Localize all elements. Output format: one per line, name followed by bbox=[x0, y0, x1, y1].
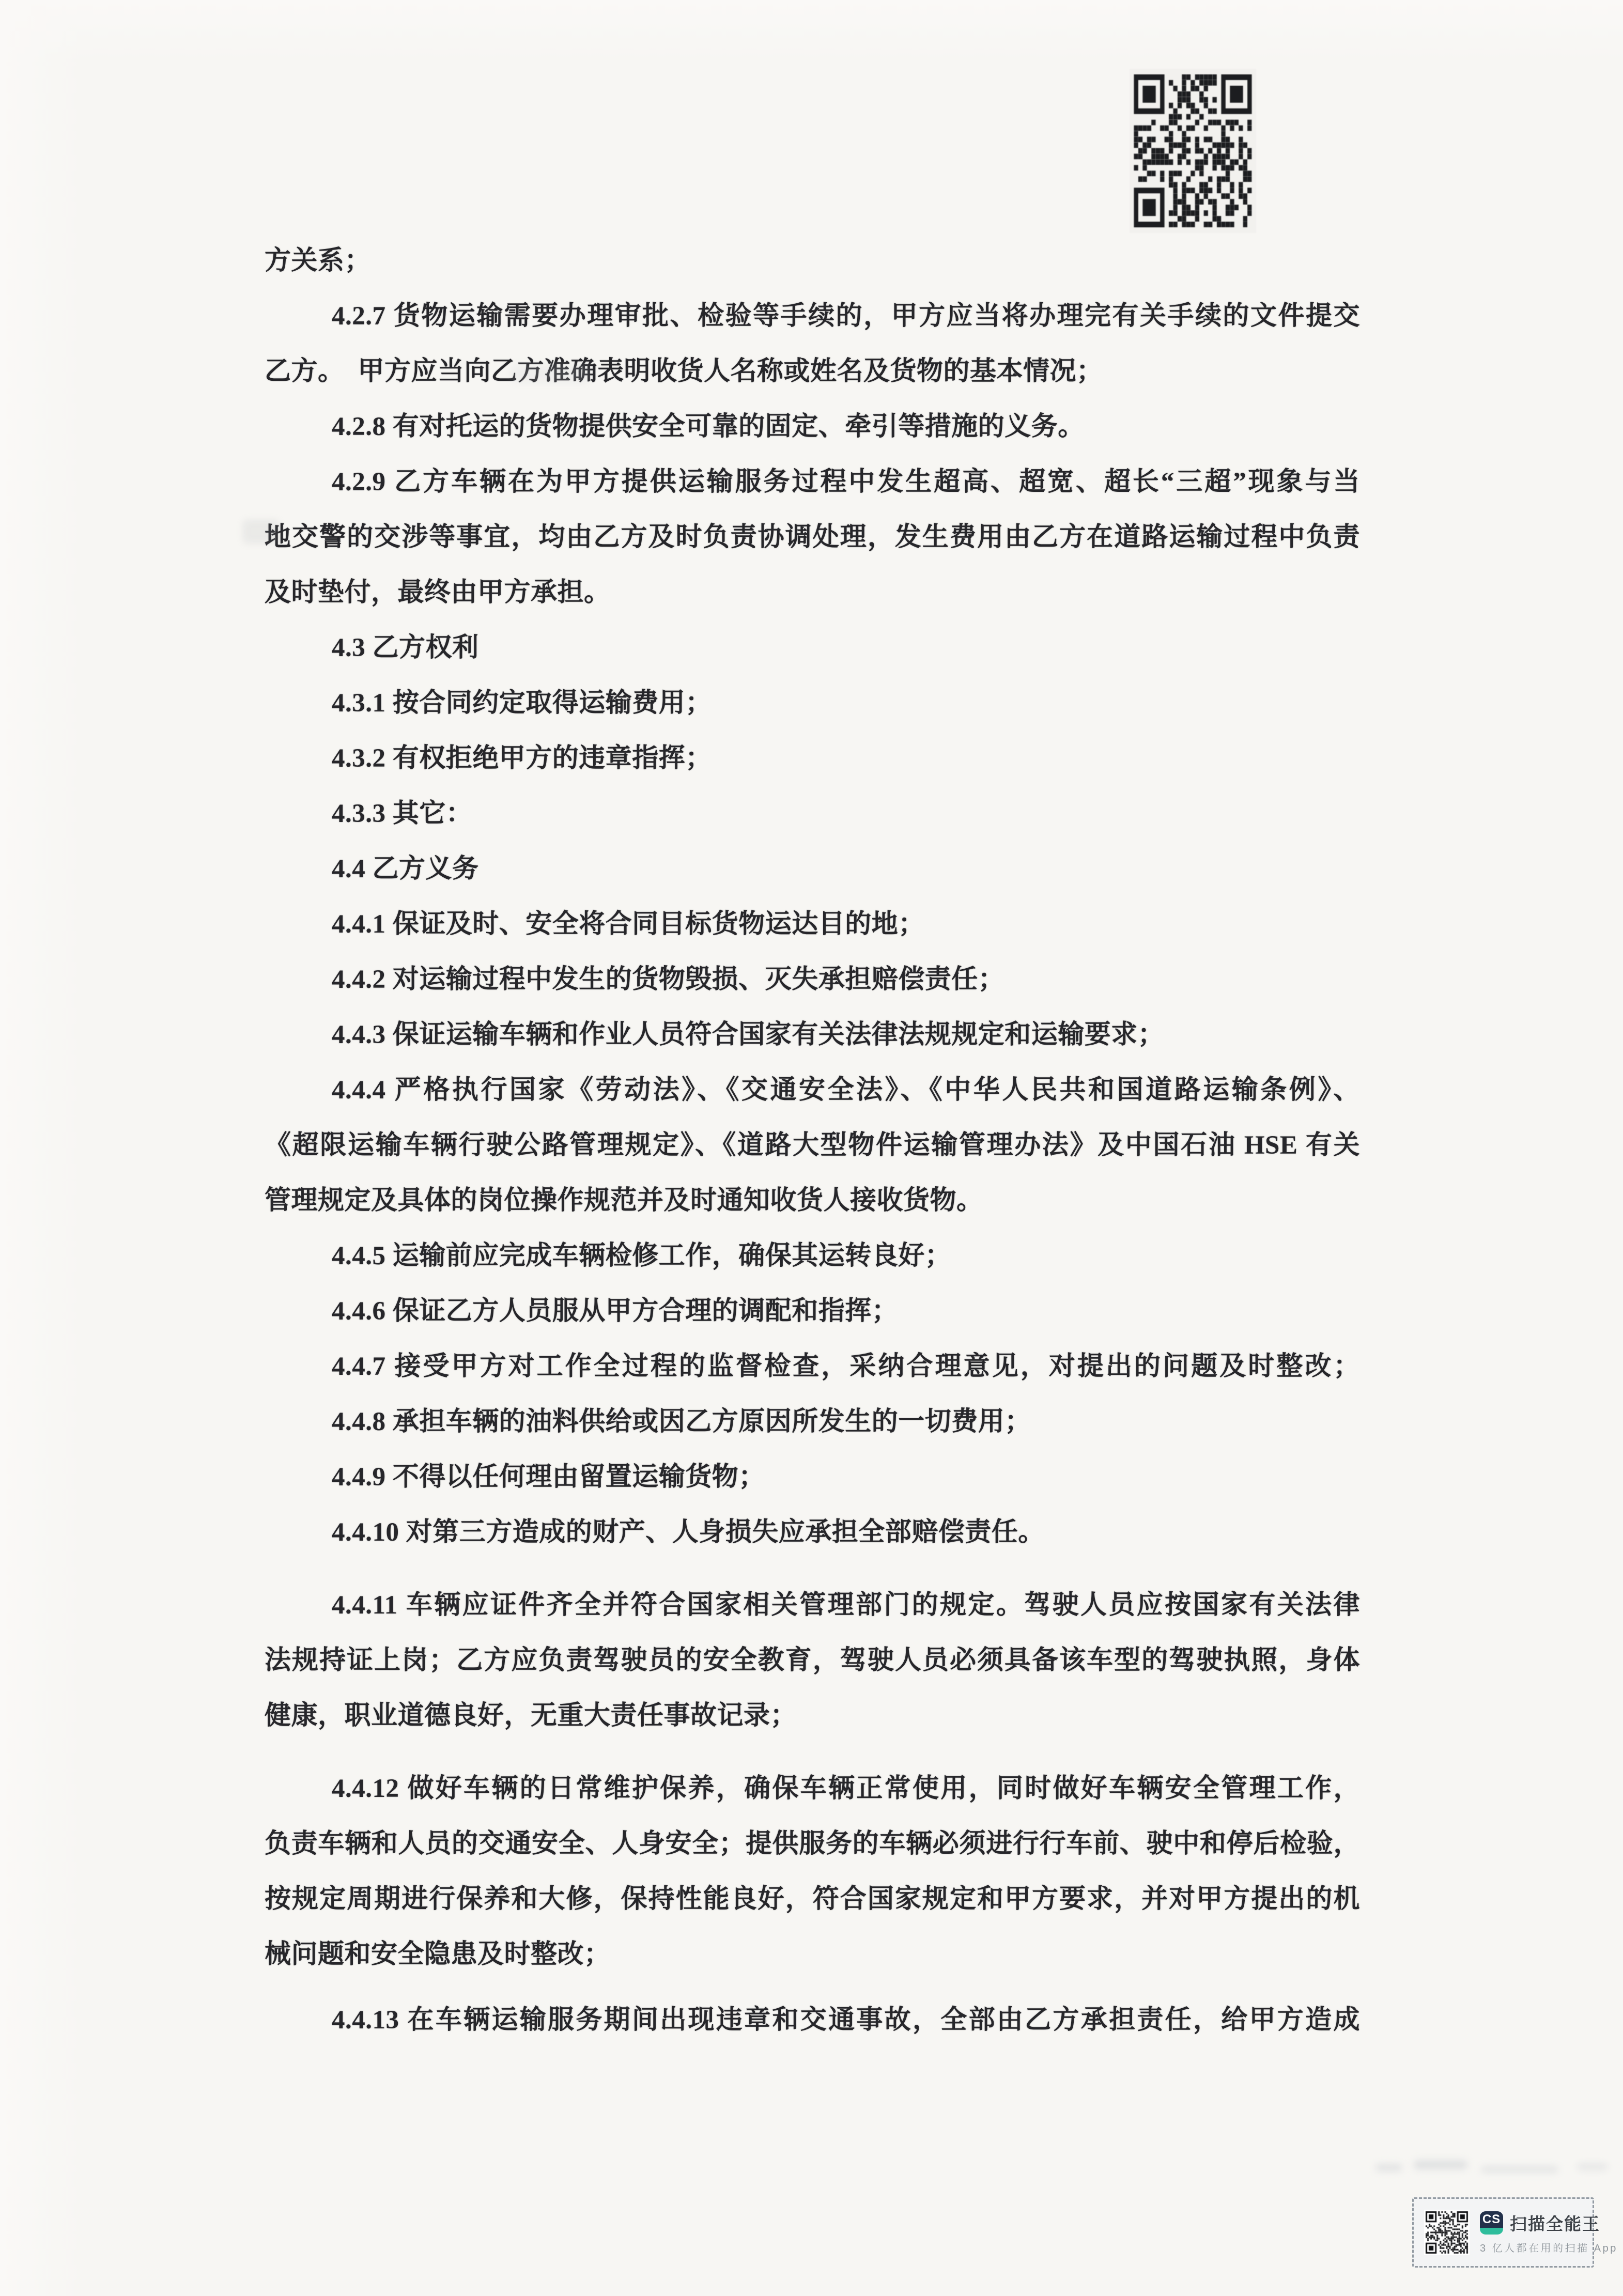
contract-line: 4.4.1 保证及时、安全将合同目标货物运达目的地； bbox=[332, 910, 925, 939]
camscanner-app-name: 扫描全能王 bbox=[1510, 2214, 1600, 2233]
contract-line: 4.3.3 其它： bbox=[332, 799, 473, 828]
contract-line: 乙方。 甲方应当向乙方准确表明收货人名称或姓名及货物的基本情况； bbox=[265, 357, 1103, 386]
contract-line: 械问题和安全隐患及时整改； bbox=[265, 1940, 611, 1969]
contract-line: 4.4.3 保证运输车辆和作业人员符合国家有关法律法规规定和运输要求； bbox=[332, 1020, 1165, 1049]
ink-bleed-smudge bbox=[1481, 2166, 1558, 2173]
contract-line: 4.2.8 有对托运的货物提供安全可靠的固定、牵引等措施的义务。 bbox=[332, 412, 1085, 441]
contract-line: 及时垫付，最终由甲方承担。 bbox=[265, 578, 611, 607]
contract-line: 4.4 乙方义务 bbox=[332, 855, 479, 883]
contract-line: 4.4.9 不得以任何理由留置运输货物； bbox=[332, 1463, 765, 1492]
camscanner-tagline: 3 亿人都在用的扫描 App bbox=[1480, 2242, 1618, 2254]
ink-bleed-smudge bbox=[512, 365, 589, 382]
contract-line: 地交警的交涉等事宜，均由乙方及时负责协调处理，发生费用由乙方在道路运输过程中负责 bbox=[265, 523, 1360, 552]
contract-line: 4.4.8 承担车辆的油料供给或因乙方原因所发生的一切费用； bbox=[332, 1407, 1031, 1436]
contract-line: 4.4.6 保证乙方人员服从甲方合理的调配和指挥； bbox=[332, 1297, 899, 1326]
contract-line: 4.4.4 严格执行国家《劳动法》、《交通安全法》、《中华人民共和国道路运输条例》、 bbox=[332, 1076, 1360, 1105]
contract-line: 4.4.13 在车辆运输服务期间出现违章和交通事故，全部由乙方承担责任，给甲方造成 bbox=[332, 2006, 1360, 2035]
contract-line: 4.2.7 货物运输需要办理审批、检验等手续的，甲方应当将办理完有关手续的文件提交 bbox=[332, 302, 1360, 331]
camscanner-logo-icon bbox=[1480, 2211, 1503, 2235]
ink-bleed-smudge bbox=[1375, 2164, 1402, 2171]
camscanner-logo-letters: CS bbox=[1482, 2212, 1501, 2226]
camscanner-qr-icon bbox=[1424, 2210, 1470, 2255]
qr-code bbox=[1130, 69, 1256, 233]
contract-line: 方关系； bbox=[265, 246, 372, 275]
contract-line: 健康，职业道德良好，无重大责任事故记录； bbox=[265, 1701, 797, 1730]
contract-line: 法规持证上岗；乙方应负责驾驶员的安全教育，驾驶人员必须具备该车型的驾驶执照，身体 bbox=[265, 1646, 1360, 1675]
ink-bleed-smudge bbox=[1414, 2160, 1467, 2169]
contract-text-body bbox=[265, 234, 1360, 2048]
ink-bleed-smudge bbox=[243, 520, 279, 544]
contract-line: 按规定周期进行保养和大修，保持性能良好，符合国家规定和甲方要求，并对甲方提出的机 bbox=[265, 1885, 1360, 1914]
contract-line: 4.4.7 接受甲方对工作全过程的监督检查，采纳合理意见，对提出的问题及时整改； bbox=[332, 1352, 1360, 1381]
contract-line: 4.3.1 按合同约定取得运输费用； bbox=[332, 689, 712, 718]
camscanner-watermark bbox=[1412, 2197, 1618, 2268]
contract-line: 负责车辆和人员的交通安全、人身安全；提供服务的车辆必须进行行车前、驶中和停后检验， bbox=[265, 1829, 1360, 1858]
contract-line: 4.4.10 对第三方造成的财产、人身损失应承担全部赔偿责任。 bbox=[332, 1518, 1045, 1547]
contract-line: 4.4.11 车辆应证件齐全并符合国家相关管理部门的规定。驾驶人员应按国家有关法律 bbox=[332, 1591, 1360, 1620]
contract-line: 4.3.2 有权拒绝甲方的违章指挥； bbox=[332, 744, 712, 773]
contract-line: 4.2.9 乙方车辆在为甲方提供运输服务过程中发生超高、超宽、超长“三超”现象与当 bbox=[332, 468, 1360, 497]
contract-line: 《超限运输车辆行驶公路管理规定》、《道路大型物件运输管理办法》及中国石油 HSE 有关 bbox=[265, 1131, 1360, 1160]
contract-line: 4.3 乙方权利 bbox=[332, 633, 479, 662]
contract-line: 管理规定及具体的岗位操作规范并及时通知收货人接收货物。 bbox=[265, 1186, 983, 1215]
contract-line: 4.4.5 运输前应完成车辆检修工作，确保其运转良好； bbox=[332, 1242, 952, 1270]
camscanner-watermark-text bbox=[1480, 2211, 1618, 2255]
contract-line: 4.4.12 做好车辆的日常维护保养，确保车辆正常使用，同时做好车辆安全管理工作， bbox=[332, 1774, 1360, 1803]
contract-line: 4.4.2 对运输过程中发生的货物毁损、灭失承担赔偿责任； bbox=[332, 965, 1005, 994]
ink-bleed-smudge bbox=[1577, 2163, 1608, 2171]
